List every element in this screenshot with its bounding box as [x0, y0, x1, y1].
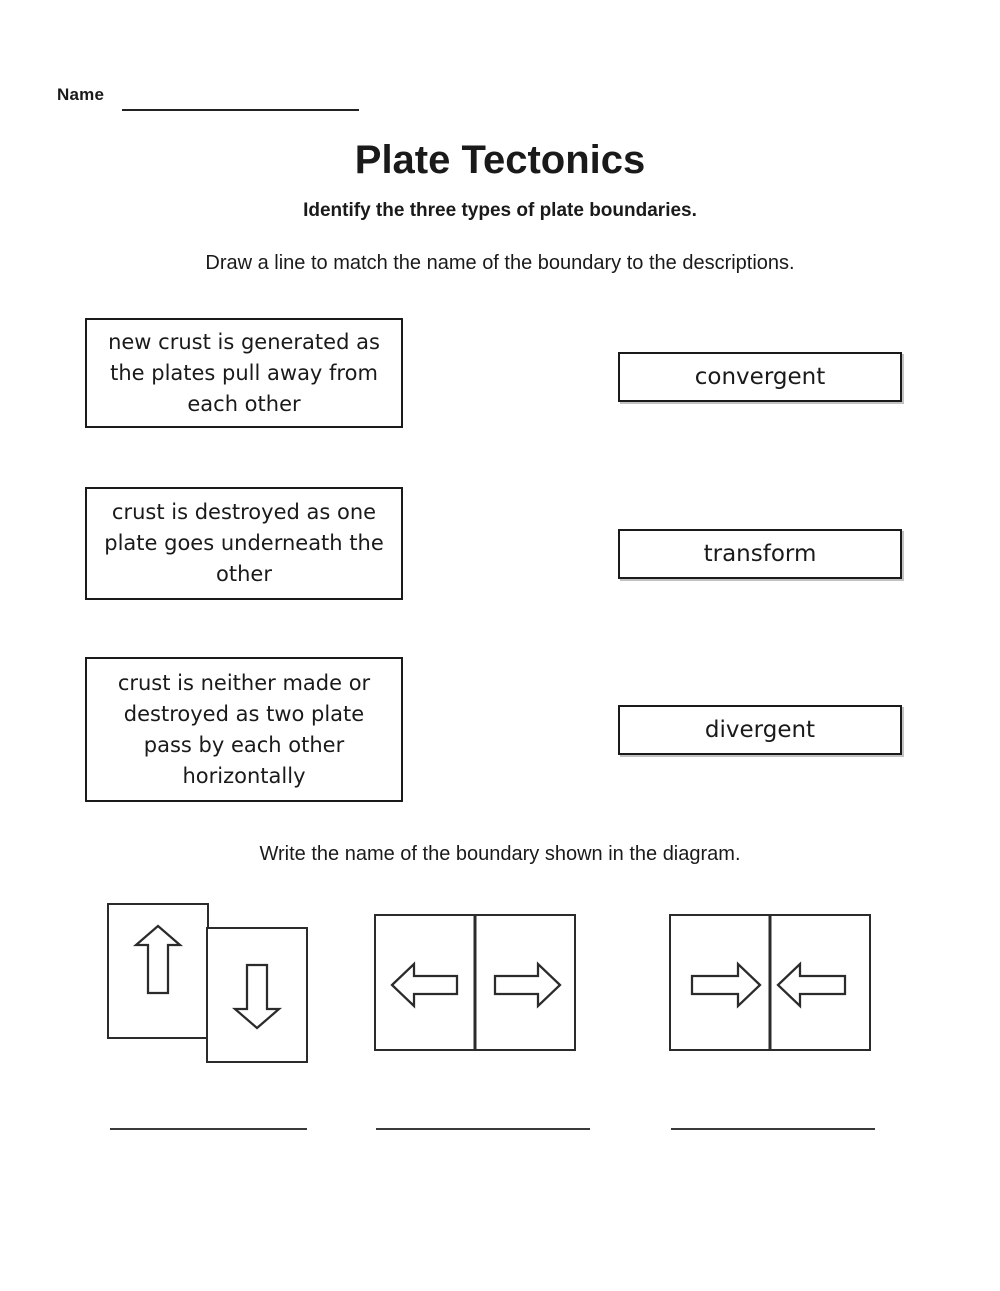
description-box-convergent[interactable] [85, 487, 403, 600]
boundary-name-label: divergent [704, 717, 816, 743]
description-text: crust is destroyed as one plate goes underneath the other [104, 500, 384, 586]
answer-blank-1[interactable] [110, 1128, 307, 1130]
description-box-divergent[interactable] [85, 318, 403, 428]
split-plate-arrows-apart-icon [373, 913, 579, 1054]
name-label: Name [57, 85, 105, 104]
matching-instruction: Draw a line to match the name of the boundary to the descriptions. [205, 252, 795, 274]
boundary-name-label: transform [703, 541, 817, 567]
boundary-name-box-divergent[interactable] [618, 705, 902, 755]
description-text: new crust is generated as the plates pull away from each other [108, 329, 380, 416]
subtitle: Identify the three types of plate boundaries. [303, 200, 697, 221]
boundary-name-box-transform[interactable] [618, 529, 902, 579]
offset-plates-up-down-arrows-icon [105, 900, 315, 1068]
boundary-name-box-convergent[interactable] [618, 352, 902, 402]
page-title: Plate Tectonics [354, 138, 646, 182]
boundary-name-label: convergent [694, 364, 826, 390]
diagram-instruction: Write the name of the boundary shown in the diagram. [259, 843, 741, 865]
split-plate-arrows-together-icon [668, 913, 874, 1054]
description-text: crust is neither made or destroyed as two plate pass by each other horizontally [117, 670, 371, 788]
answer-blank-2[interactable] [376, 1128, 590, 1130]
answer-blank-3[interactable] [671, 1128, 875, 1130]
description-box-transform[interactable] [85, 657, 403, 802]
name-input-line[interactable] [122, 86, 359, 111]
